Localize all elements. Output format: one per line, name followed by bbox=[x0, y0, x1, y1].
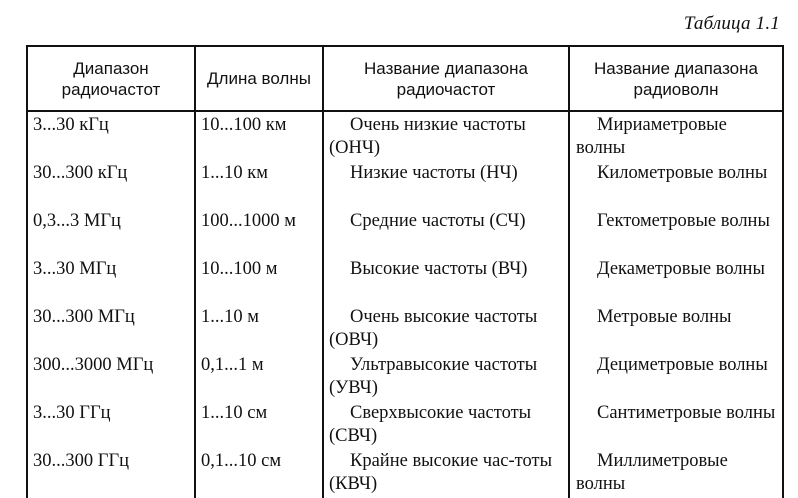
cell-frequency-band-name: Средние частоты (СЧ) bbox=[323, 210, 569, 258]
table-header-row bbox=[27, 46, 783, 111]
cell-frequency-range: 30...300 МГц bbox=[27, 306, 195, 354]
cell-wavelength: 1...10 см bbox=[195, 402, 323, 450]
table-row bbox=[27, 210, 783, 258]
cell-frequency-band-name: Низкие частоты (НЧ) bbox=[323, 162, 569, 210]
cell-wavelength: 1...10 км bbox=[195, 162, 323, 210]
cell-wavelength: 100...1000 м bbox=[195, 210, 323, 258]
cell-wavelength: 10...100 м bbox=[195, 258, 323, 306]
cell-wavelength: 10...100 км bbox=[195, 111, 323, 162]
header-wavelength: Длина волны bbox=[195, 46, 323, 111]
table-caption: Таблица 1.1 bbox=[683, 13, 780, 34]
cell-frequency-range: 3...30 МГц bbox=[27, 258, 195, 306]
cell-wave-band-name: Сантиметровые волны bbox=[569, 402, 783, 450]
table-row bbox=[27, 306, 783, 354]
cell-frequency-band-name: Очень низкие частоты (ОНЧ) bbox=[323, 111, 569, 162]
cell-frequency-range: 30...300 ГГц bbox=[27, 450, 195, 498]
table-row bbox=[27, 258, 783, 306]
header-wave-band-name: Название диапазона радиоволн bbox=[569, 46, 783, 111]
table-row bbox=[27, 402, 783, 450]
cell-wavelength: 1...10 м bbox=[195, 306, 323, 354]
cell-wavelength: 0,1...10 см bbox=[195, 450, 323, 498]
cell-wavelength: 0,1...1 м bbox=[195, 354, 323, 402]
cell-frequency-range: 3...30 кГц bbox=[27, 111, 195, 162]
cell-frequency-band-name: Крайне высокие час-тоты (КВЧ) bbox=[323, 450, 569, 498]
cell-frequency-range: 0,3...3 МГц bbox=[27, 210, 195, 258]
cell-frequency-range: 300...3000 МГц bbox=[27, 354, 195, 402]
cell-frequency-band-name: Ультравысокие частоты (УВЧ) bbox=[323, 354, 569, 402]
cell-frequency-range: 30...300 кГц bbox=[27, 162, 195, 210]
table-row bbox=[27, 354, 783, 402]
radio-bands-table bbox=[26, 45, 784, 498]
cell-wave-band-name: Дециметровые волны bbox=[569, 354, 783, 402]
cell-wave-band-name: Миллиметровые волны bbox=[569, 450, 783, 498]
header-frequency-band-name: Название диапазона радиочастот bbox=[323, 46, 569, 111]
cell-frequency-range: 3...30 ГГц bbox=[27, 402, 195, 450]
cell-frequency-band-name: Очень высокие частоты (ОВЧ) bbox=[323, 306, 569, 354]
table-row bbox=[27, 111, 783, 162]
cell-frequency-band-name: Сверхвысокие частоты (СВЧ) bbox=[323, 402, 569, 450]
header-frequency-range: Диапазон радиочастот bbox=[27, 46, 195, 111]
cell-wave-band-name: Мириаметровые волны bbox=[569, 111, 783, 162]
cell-wave-band-name: Километровые волны bbox=[569, 162, 783, 210]
cell-frequency-band-name: Высокие частоты (ВЧ) bbox=[323, 258, 569, 306]
table-row bbox=[27, 162, 783, 210]
cell-wave-band-name: Гектометровые волны bbox=[569, 210, 783, 258]
cell-wave-band-name: Метровые волны bbox=[569, 306, 783, 354]
cell-wave-band-name: Декаметровые волны bbox=[569, 258, 783, 306]
